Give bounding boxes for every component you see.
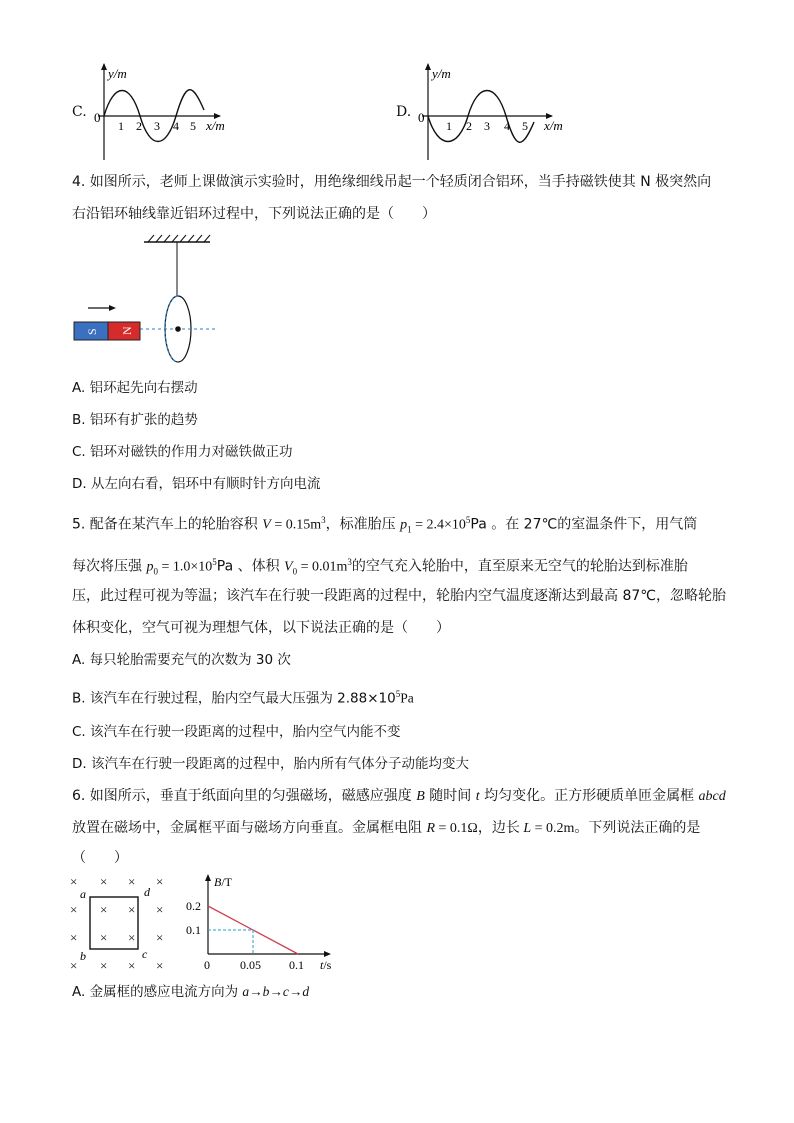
text: Pa — [400, 690, 414, 706]
q5-option-c: C. 该汽车在行驶一段距离的过程中，胎内空气内能不变 — [72, 724, 401, 740]
y-axis-arrow — [205, 874, 211, 881]
sub: 0 — [292, 566, 298, 577]
text: 每次将压强 — [72, 558, 147, 575]
option-c-label: C. — [72, 104, 87, 120]
svg-text:×: × — [100, 958, 108, 973]
q5-option-a: A. 每只轮胎需要充气的次数为 30 次 — [72, 652, 291, 668]
y-axis-label: y/m — [432, 66, 451, 81]
tick-label: 1 — [118, 119, 124, 133]
q4-stem-line1: 4. 如图所示，老师上课做演示实验时，用绝缘细线吊起一个轻质闭合铝环，当手持磁铁使其 N 极突然向 — [72, 174, 712, 190]
var-r: R — [426, 821, 436, 836]
magnet-ring-diagram — [70, 234, 230, 364]
exp: 3 — [347, 557, 352, 567]
tick-label: 3 — [484, 119, 490, 133]
tick-label: 3 — [154, 119, 160, 133]
text: 放置在磁场中，金属框平面与磁场方向垂直。金属框电阻 — [72, 820, 427, 836]
tick-label: 4 — [173, 119, 179, 133]
text: = 0.01m — [297, 559, 348, 575]
svg-text:×: × — [128, 902, 136, 917]
q5-stem-line3: 压，此过程可视为等温；该汽车在行驶一段距离的过程中，轮胎内空气温度逐渐达到最高 87℃，忽略轮胎 — [72, 588, 726, 604]
q4-option-b: B. 铝环有扩张的趋势 — [72, 412, 198, 428]
var-l: L — [523, 821, 532, 836]
q4-stem-line2: 右沿铝环轴线靠近铝环过程中，下列说法正确的是（ ） — [72, 206, 436, 222]
sub: 0 — [153, 566, 158, 577]
x-axis-label: t/s — [320, 958, 332, 972]
y-axis-label: y/m — [108, 66, 127, 81]
ceiling-hatch — [148, 235, 210, 242]
text: = 0.15m — [270, 517, 322, 533]
var-v: V — [262, 517, 271, 533]
option-d-label: D. — [396, 104, 412, 120]
svg-text:×: × — [70, 958, 78, 973]
y-axis-arrow — [101, 63, 107, 70]
magnet-s-label: S — [85, 328, 99, 335]
wave-graph-d — [412, 60, 572, 165]
text: = 1.0×10 — [157, 559, 213, 575]
svg-text:×: × — [70, 874, 78, 889]
svg-text:×: × — [100, 902, 108, 917]
q6-stem-line3: （ ） — [72, 850, 128, 866]
svg-text:×: × — [156, 874, 164, 889]
tick-label: 5 — [190, 119, 196, 133]
svg-text:×: × — [156, 902, 164, 917]
svg-text:×: × — [128, 930, 136, 945]
svg-text:×: × — [100, 874, 108, 889]
svg-text:×: × — [156, 958, 164, 973]
q4-option-a: A. 铝环起先向右摆动 — [72, 380, 198, 396]
q6-option-a — [72, 982, 309, 1002]
q6-stem-line1 — [72, 786, 726, 807]
x-tick-0.1: 0.1 — [289, 958, 304, 972]
x-axis-label: x/m — [206, 118, 225, 133]
wave-graph-c — [88, 60, 238, 165]
svg-text:×: × — [100, 930, 108, 945]
q5-stem-line1 — [72, 510, 697, 539]
q5-stem-line4: 体积变化，空气可视为理想气体，以下说法正确的是（ ） — [72, 620, 450, 636]
exp: 5 — [212, 557, 217, 567]
origin-label: 0 — [418, 110, 425, 125]
q6-stem-line2 — [72, 818, 700, 839]
y-axis-label: B/T — [214, 875, 233, 889]
y-tick-0.2: 0.2 — [186, 899, 201, 913]
exp: 5 — [395, 689, 401, 699]
var-abcd: abcd — [698, 789, 726, 804]
exp: 5 — [465, 515, 471, 525]
origin-label: 0 — [94, 110, 101, 125]
x-tick-0.05: 0.05 — [240, 958, 261, 972]
ring-center — [175, 326, 181, 332]
svg-text:×: × — [128, 874, 136, 889]
y-tick-0.1: 0.1 — [186, 923, 201, 937]
text: Pa 、体积 — [216, 558, 285, 575]
sub: 1 — [407, 524, 412, 535]
current-direction: a→b→c→d — [242, 984, 310, 999]
text: = 2.4×10 — [411, 517, 466, 533]
y-axis-arrow — [425, 63, 431, 70]
text: ，标准胎压 — [325, 516, 401, 533]
text: 随时间 — [424, 788, 476, 804]
b-t-graph — [186, 870, 346, 976]
exp: 3 — [321, 515, 326, 525]
text: B. 该汽车在行驶过程，胎内空气最大压强为 2.88×10 — [72, 690, 396, 707]
corner-a: a — [80, 887, 86, 901]
var-p1: p — [400, 517, 408, 533]
corner-d: d — [144, 885, 150, 899]
tick-label: 2 — [136, 119, 142, 133]
var-v0: V — [284, 559, 293, 575]
tick-label: 2 — [466, 119, 472, 133]
text: 的空气充入轮胎中，直至原来无空气的轮胎达到标准胎 — [351, 558, 688, 575]
text: Pa 。在 27℃的室温条件下，用气筒 — [470, 516, 698, 533]
q4-option-c: C. 铝环对磁铁的作用力对磁铁做正功 — [72, 444, 293, 460]
svg-text:×: × — [70, 930, 78, 945]
q5-stem-line2 — [72, 552, 688, 581]
text: = 0.1Ω，边长 — [435, 821, 524, 836]
svg-text:×: × — [156, 930, 164, 945]
motion-arrow-head — [109, 305, 116, 311]
x-axis-arrow — [324, 951, 331, 957]
var-p0: p — [146, 559, 154, 575]
corner-b: b — [80, 949, 86, 963]
q5-option-b — [72, 684, 414, 709]
q4-option-d: D. 从左向右看，铝环中有顺时针方向电流 — [72, 476, 321, 492]
text: 5. 配备在某汽车上的轮胎容积 — [72, 516, 263, 533]
x-axis-label: x/m — [544, 118, 563, 133]
corner-c: c — [142, 947, 148, 961]
text: A. 金属框的感应电流方向为 — [72, 984, 243, 1000]
magnet-n-label: N — [120, 326, 134, 335]
var-t: t — [475, 789, 480, 804]
q5-option-d: D. 该汽车在行驶一段距离的过程中，胎内所有气体分子动能均变大 — [72, 756, 469, 772]
svg-text:×: × — [70, 902, 78, 917]
text: = 0.2m。下列说法正确的是 — [531, 821, 701, 836]
tick-label: 5 — [522, 119, 528, 133]
tick-label: 4 — [504, 119, 510, 133]
field-square-diagram — [66, 872, 178, 976]
text: 均匀变化。正方形硬质单匝金属框 — [479, 788, 699, 804]
svg-text:×: × — [128, 958, 136, 973]
var-b: B — [416, 789, 425, 804]
tick-label: 1 — [446, 119, 452, 133]
text: 6. 如图所示，垂直于纸面向里的匀强磁场，磁感应强度 — [72, 788, 417, 804]
x-tick-0: 0 — [204, 958, 210, 972]
